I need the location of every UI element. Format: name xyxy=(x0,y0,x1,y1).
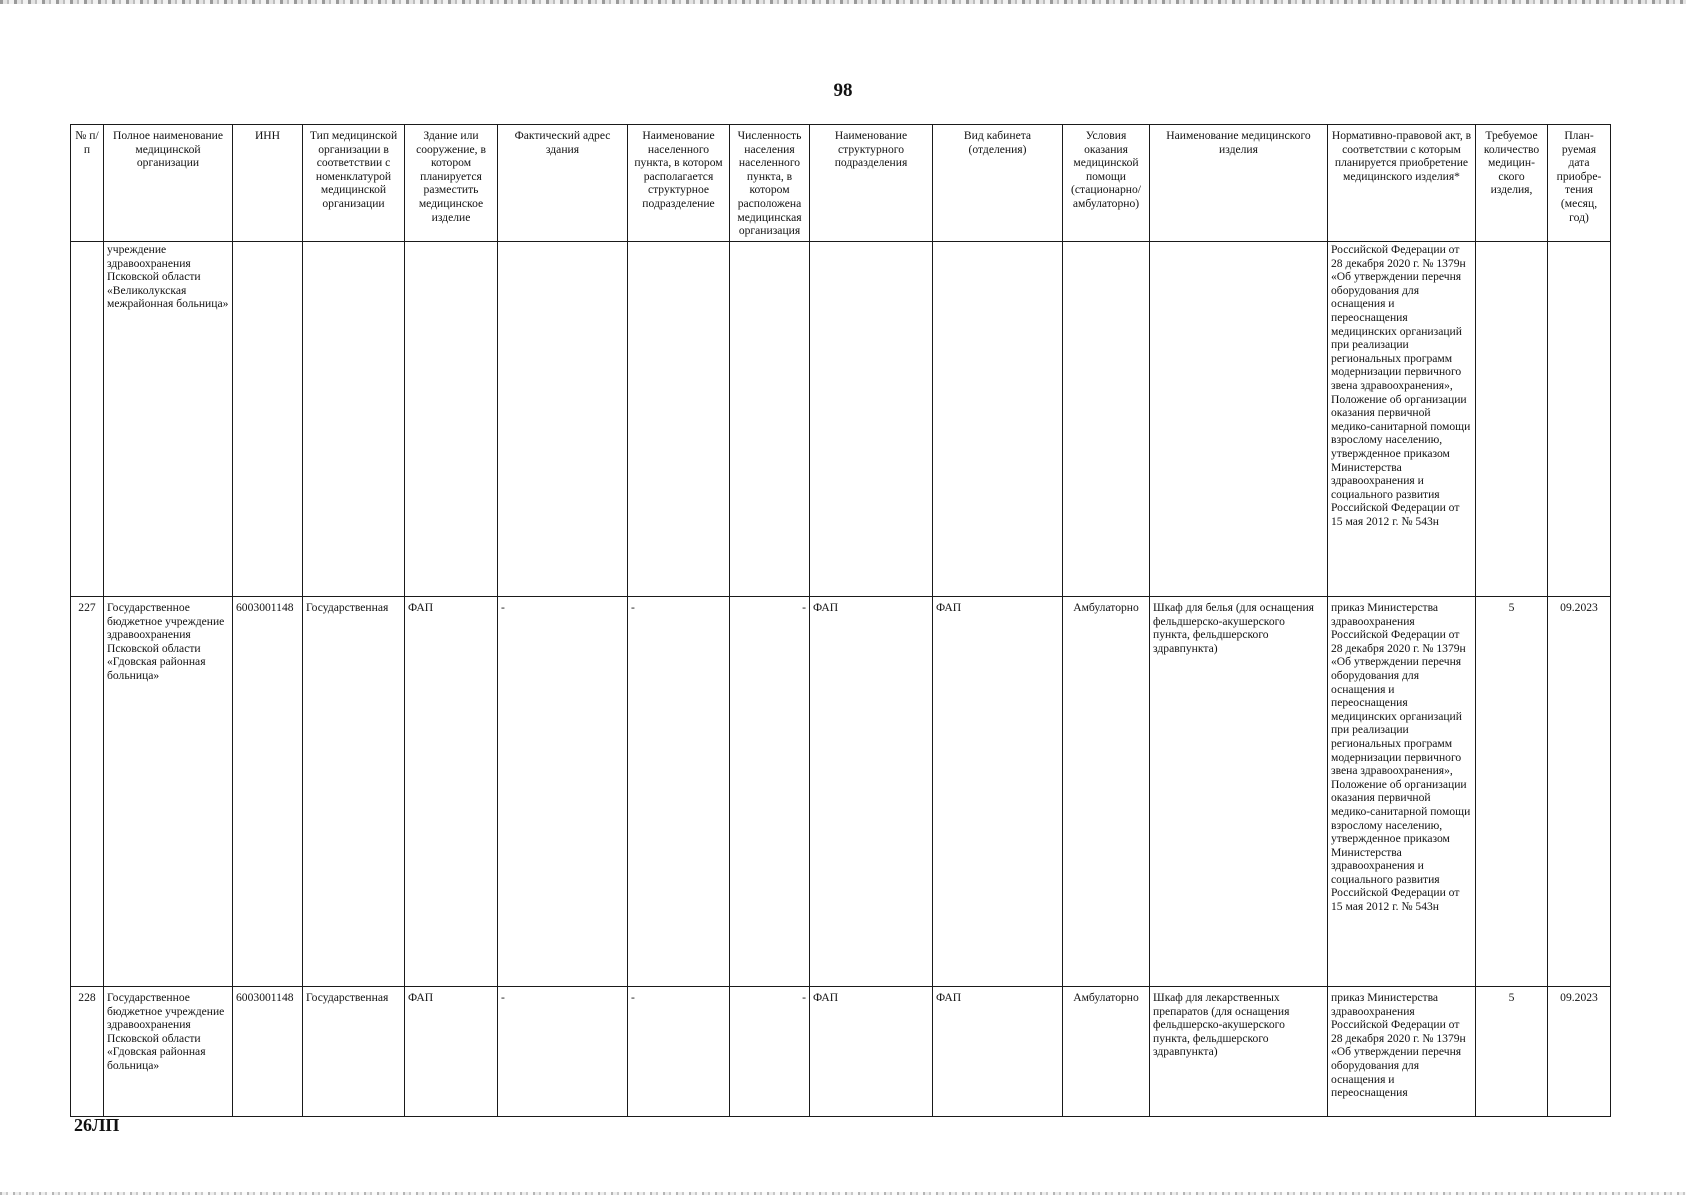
col-header-address: Фактический адрес здания xyxy=(498,125,628,242)
cell-device: Шкаф для белья (для оснащения фельдшерско-акушерского пункта, фельдшерского здравпункта) xyxy=(1150,597,1328,987)
col-header-date: План-руемая дата приобре-тения (месяц, год) xyxy=(1548,125,1611,242)
cell-conditions: Амбулаторно xyxy=(1063,597,1150,987)
cell-cabinet: ФАП xyxy=(933,597,1063,987)
col-header-cabinet: Вид кабинета (отделения) xyxy=(933,125,1063,242)
col-header-organization: Полное наименование медицинской организации xyxy=(104,125,233,242)
cell-legal-act: Российской Федерации от 28 декабря 2020 г. № 1379н «Об утверждении перечня оборудования для оснащения и переоснащения медицинских организаций при реализации региональных программ модернизации первичного звена здравоохранения», Положение об организации оказания первичной медико-санитарной помощи взрослому населению, утвержденное приказом Министерства здравоохранения и социального развития Российской Федерации от 15 мая 2012 г. № 543н xyxy=(1328,242,1476,597)
cell-conditions: Амбулаторно xyxy=(1063,987,1150,1117)
table-row xyxy=(71,987,1611,1117)
col-header-population: Численность населения населенного пункта, в котором расположена медицинская организация xyxy=(730,125,810,242)
cell-legal-act: приказ Министерства здравоохранения Российской Федерации от 28 декабря 2020 г. № 1379н «Об утверждении перечня оборудования для оснащения и переоснащения медицинских организаций при реализации региональных программ модернизации первичного звена здравоохранения», Положение об организации оказания первичной медико-санитарной помощи взрослому населению, утвержденное приказом Министерства здравоохранения и социального развития Российской Федерации от 15 мая 2012 г. № 543н xyxy=(1328,597,1476,987)
cell-population xyxy=(730,242,810,597)
cell-locality xyxy=(628,242,730,597)
cell-date: 09.2023 xyxy=(1548,597,1611,987)
cell-population: - xyxy=(730,597,810,987)
table-row xyxy=(71,597,1611,987)
cell-quantity: 5 xyxy=(1476,597,1548,987)
col-header-quantity: Требуемое количество медицин-ского изделия, xyxy=(1476,125,1548,242)
cell-device: Шкаф для лекарственных препаратов (для оснащения фельдшерско-акушерского пункта, фельдшерского здравпункта) xyxy=(1150,987,1328,1117)
cell-num: 228 xyxy=(71,987,104,1117)
cell-subdivision xyxy=(810,242,933,597)
cell-org-type: Государственная xyxy=(303,987,405,1117)
cell-org-type: Государственная xyxy=(303,597,405,987)
cell-subdivision: ФАП xyxy=(810,597,933,987)
page-number: 98 xyxy=(833,80,853,101)
col-header-legal-act: Нормативно-правовой акт, в соответствии с которым планируется приобретение медицинского изделия* xyxy=(1328,125,1476,242)
col-header-device: Наименование медицинского изделия xyxy=(1150,125,1328,242)
cell-legal-act: приказ Министерства здравоохранения Российской Федерации от 28 декабря 2020 г. № 1379н «Об утверждении перечня оборудования для оснащения и переоснащения xyxy=(1328,987,1476,1117)
cell-cabinet xyxy=(933,242,1063,597)
cell-date: 09.2023 xyxy=(1548,987,1611,1117)
col-header-org-type: Тип медицинской организации в соответствии с номенклатурой медицинской организации xyxy=(303,125,405,242)
cell-organization: учреждение здравоохранения Псковской области «Великолукская межрайонная больница» xyxy=(104,242,233,597)
cell-organization: Государственное бюджетное учреждение здравоохранения Псковской области «Гдовская районная больница» xyxy=(104,987,233,1117)
cell-building xyxy=(405,242,498,597)
cell-cabinet: ФАП xyxy=(933,987,1063,1117)
scan-edge-bottom xyxy=(0,1192,1686,1195)
cell-building: ФАП xyxy=(405,597,498,987)
table-row-continuation xyxy=(71,242,1611,597)
cell-num xyxy=(71,242,104,597)
cell-organization: Государственное бюджетное учреждение здравоохранения Псковской области «Гдовская районная больница» xyxy=(104,597,233,987)
col-header-building: Здание или сооружение, в котором планируется разместить медицинское изделие xyxy=(405,125,498,242)
cell-subdivision: ФАП xyxy=(810,987,933,1117)
cell-locality: - xyxy=(628,597,730,987)
cell-population: - xyxy=(730,987,810,1117)
col-header-subdivision: Наименование структурного подразделения xyxy=(810,125,933,242)
document-code: 26ЛП xyxy=(74,1115,120,1135)
cell-locality: - xyxy=(628,987,730,1117)
cell-num: 227 xyxy=(71,597,104,987)
scan-edge-top xyxy=(0,0,1686,4)
cell-address: - xyxy=(498,597,628,987)
col-header-num: № п/п xyxy=(71,125,104,242)
cell-quantity: 5 xyxy=(1476,987,1548,1117)
cell-address: - xyxy=(498,987,628,1117)
cell-inn xyxy=(233,242,303,597)
medical-equipment-table xyxy=(70,124,1611,1117)
cell-address xyxy=(498,242,628,597)
col-header-conditions: Условия оказания медицинской помощи (стационарно/ амбулаторно) xyxy=(1063,125,1150,242)
cell-date xyxy=(1548,242,1611,597)
table-header-row xyxy=(71,125,1611,242)
cell-building: ФАП xyxy=(405,987,498,1117)
cell-inn: 6003001148 xyxy=(233,597,303,987)
col-header-inn: ИНН xyxy=(233,125,303,242)
cell-conditions xyxy=(1063,242,1150,597)
cell-device xyxy=(1150,242,1328,597)
cell-org-type xyxy=(303,242,405,597)
col-header-locality: Наименование населенного пункта, в котором располагается структурное подразделение xyxy=(628,125,730,242)
cell-quantity xyxy=(1476,242,1548,597)
cell-inn: 6003001148 xyxy=(233,987,303,1117)
